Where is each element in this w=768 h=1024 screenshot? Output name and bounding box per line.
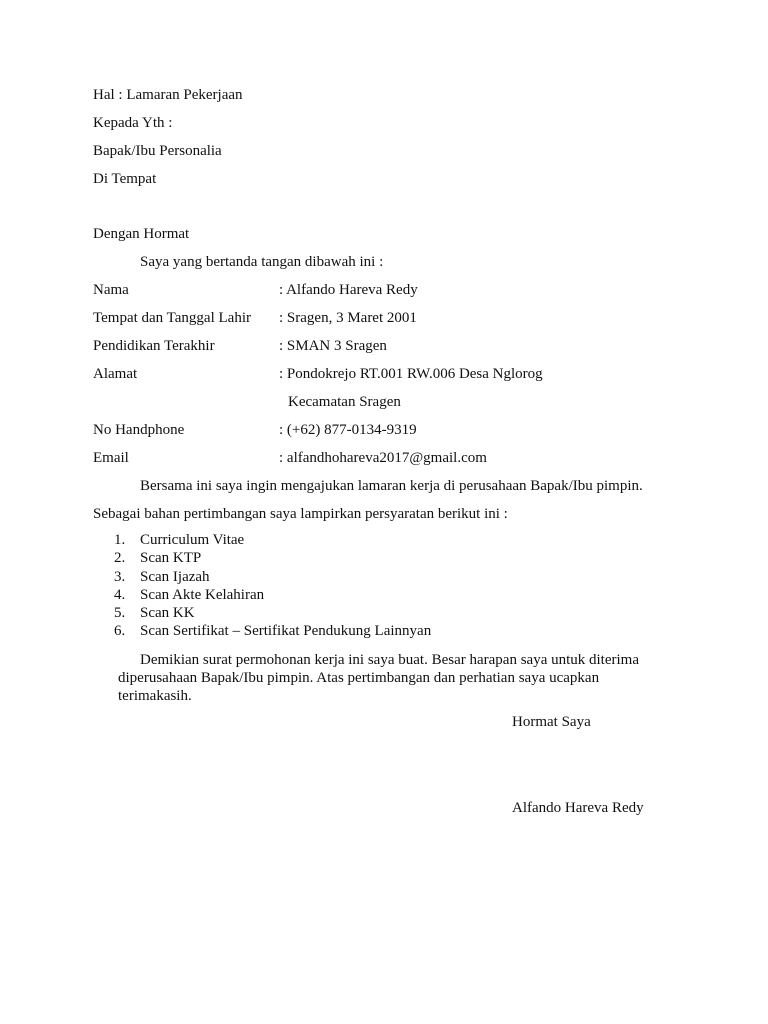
field-value-address: : Pondokrejo RT.001 RW.006 Desa Nglorog	[279, 366, 543, 382]
salutation: Dengan Hormat	[93, 226, 190, 242]
addressee-label: Kepada Yth :	[93, 115, 173, 131]
closing-line: diperusahaan Bapak/Ibu pimpin. Atas pertimbangan dan perhatian saya ucapkan	[118, 670, 600, 686]
list-item: Curriculum Vitae	[140, 532, 245, 548]
closing-line: Demikian surat permohonan kerja ini saya buat. Besar harapan saya untuk diterima	[140, 652, 639, 668]
field-label-phone: No Handphone	[93, 422, 185, 438]
field-value-email: : alfandhohareva2017@gmail.com	[279, 450, 487, 466]
signature-greeting: Hormat Saya	[512, 714, 591, 730]
place-line: Di Tempat	[93, 171, 157, 187]
paragraph-attachments-intro: Sebagai bahan pertimbangan saya lampirkan persyaratan berikut ini :	[93, 506, 508, 522]
field-value-name: : Alfando Hareva Redy	[279, 282, 418, 298]
list-item-number: 3.	[114, 569, 126, 585]
signature-name: Alfando Hareva Redy	[512, 800, 644, 816]
field-label-name: Nama	[93, 282, 129, 298]
field-value-phone: : (+62) 877-0134-9319	[279, 422, 417, 438]
list-item: Scan Akte Kelahiran	[140, 587, 265, 603]
paragraph-request: Bersama ini saya ingin mengajukan lamaran kerja di perusahaan Bapak/Ibu pimpin.	[140, 478, 643, 494]
intro-line: Saya yang bertanda tangan dibawah ini :	[140, 254, 384, 270]
field-value-education: : SMAN 3 Sragen	[279, 338, 387, 354]
closing-line: terimakasih.	[118, 688, 192, 704]
recipient-line: Bapak/Ibu Personalia	[93, 143, 222, 159]
subject-line: Hal : Lamaran Pekerjaan	[93, 87, 243, 103]
list-item: Scan Sertifikat – Sertifikat Pendukung Lainnyan	[140, 623, 432, 639]
list-item-number: 2.	[114, 550, 126, 566]
list-item: Scan Ijazah	[140, 569, 210, 585]
field-value-address-cont: Kecamatan Sragen	[288, 394, 401, 410]
list-item-number: 1.	[114, 532, 126, 548]
field-label-address: Alamat	[93, 366, 138, 382]
field-label-email: Email	[93, 450, 129, 466]
field-label-birth: Tempat dan Tanggal Lahir	[93, 310, 251, 326]
list-item-number: 5.	[114, 605, 126, 621]
list-item-number: 4.	[114, 587, 126, 603]
list-item-number: 6.	[114, 623, 126, 639]
field-label-education: Pendidikan Terakhir	[93, 338, 215, 354]
list-item: Scan KTP	[140, 550, 202, 566]
field-value-birth: : Sragen, 3 Maret 2001	[279, 310, 417, 326]
list-item: Scan KK	[140, 605, 195, 621]
